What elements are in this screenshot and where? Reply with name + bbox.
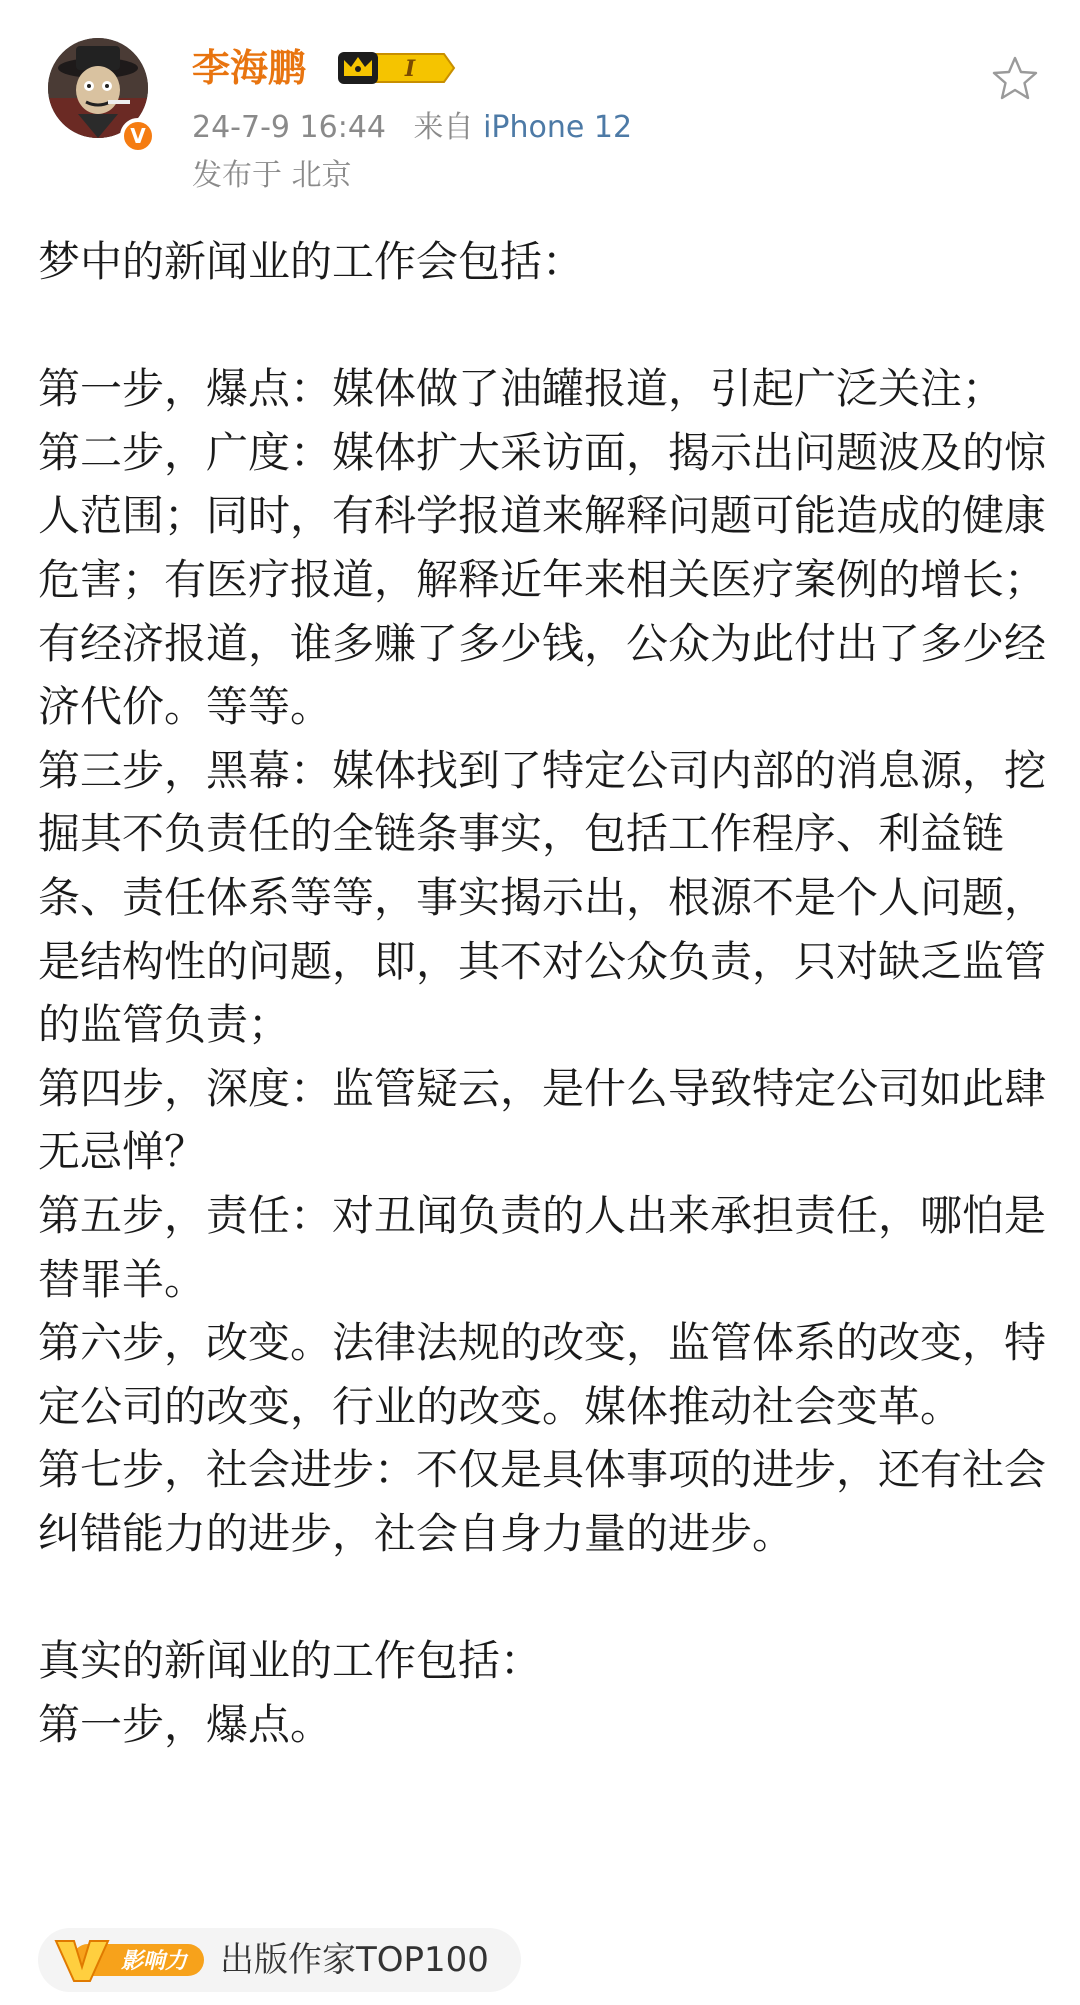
influence-badge-text: 影响力: [120, 1949, 188, 1974]
vip-badge[interactable]: [336, 48, 456, 88]
post-meta: [192, 108, 632, 148]
favorite-button[interactable]: [990, 54, 1040, 104]
blank-line: [38, 294, 1048, 358]
verified-badge: V: [120, 118, 156, 154]
post-line-step-2: 第二步，广度：媒体扩大采访面，揭示出问题波及的惊人范围；同时，有科学报道来解释问题可能造成的健康危害；有医疗报道，解释近年来相关医疗案例的增长；有经济报道，谁多赚了多少钱，公众为此付出了多少经济代价。等等。: [38, 427, 1047, 732]
influence-tag-label: 出版作家TOP100: [220, 1940, 489, 1980]
post-line-step-3: 第三步，黑幕：媒体找到了特定公司内部的消息源，挖掘其不负责任的全链条事实，包括工作程序、利益链条、责任体系等等，事实揭示出，根源不是个人问题，是结构性的问题，即，其不对公众负责，只对缺乏监管的监管负责；: [38, 745, 1047, 1050]
post-line-step-6: 第六步，改变。法律法规的改变，监管体系的改变，特定公司的改变，行业的改变。媒体推动社会变革。: [38, 1318, 1047, 1431]
vip-badge-level: I: [404, 56, 416, 82]
post-line-step-7: 第七步，社会进步：不仅是具体事项的进步，还有社会纠错能力的进步，社会自身力量的进步。: [38, 1445, 1047, 1558]
post-line-reality: 真实的新闻业的工作包括：: [38, 1636, 543, 1686]
blank-line: [38, 1565, 1048, 1629]
post-line-step-1: 第一步，爆点：媒体做了油罐报道，引起广泛关注；: [38, 364, 1005, 414]
star-outline-icon: [990, 54, 1040, 104]
influence-tag[interactable]: [38, 1928, 521, 1992]
post-line-step-4: 第四步，深度：监管疑云，是什么导致特定公司如此肆无忌惮？: [38, 1063, 1047, 1177]
post-line-intro: 梦中的新闻业的工作会包括：: [38, 237, 585, 286]
post-header: [0, 0, 1080, 200]
source-prefix: 来自: [413, 110, 474, 145]
source-device[interactable]: iPhone 12: [483, 110, 633, 145]
post-timestamp: 24-7-9 16:44: [192, 110, 386, 145]
influence-badge-icon: [54, 1937, 206, 1983]
post-line-step-5: 第五步，责任：对丑闻负责的人出来承担责任，哪怕是替罪羊。: [38, 1190, 1047, 1304]
post-body: [38, 230, 1048, 1756]
post-location: 发布于 北京: [192, 158, 352, 193]
post-line-reality-step-1: 第一步，爆点。: [38, 1699, 333, 1749]
username[interactable]: 李海鹏: [192, 46, 307, 90]
